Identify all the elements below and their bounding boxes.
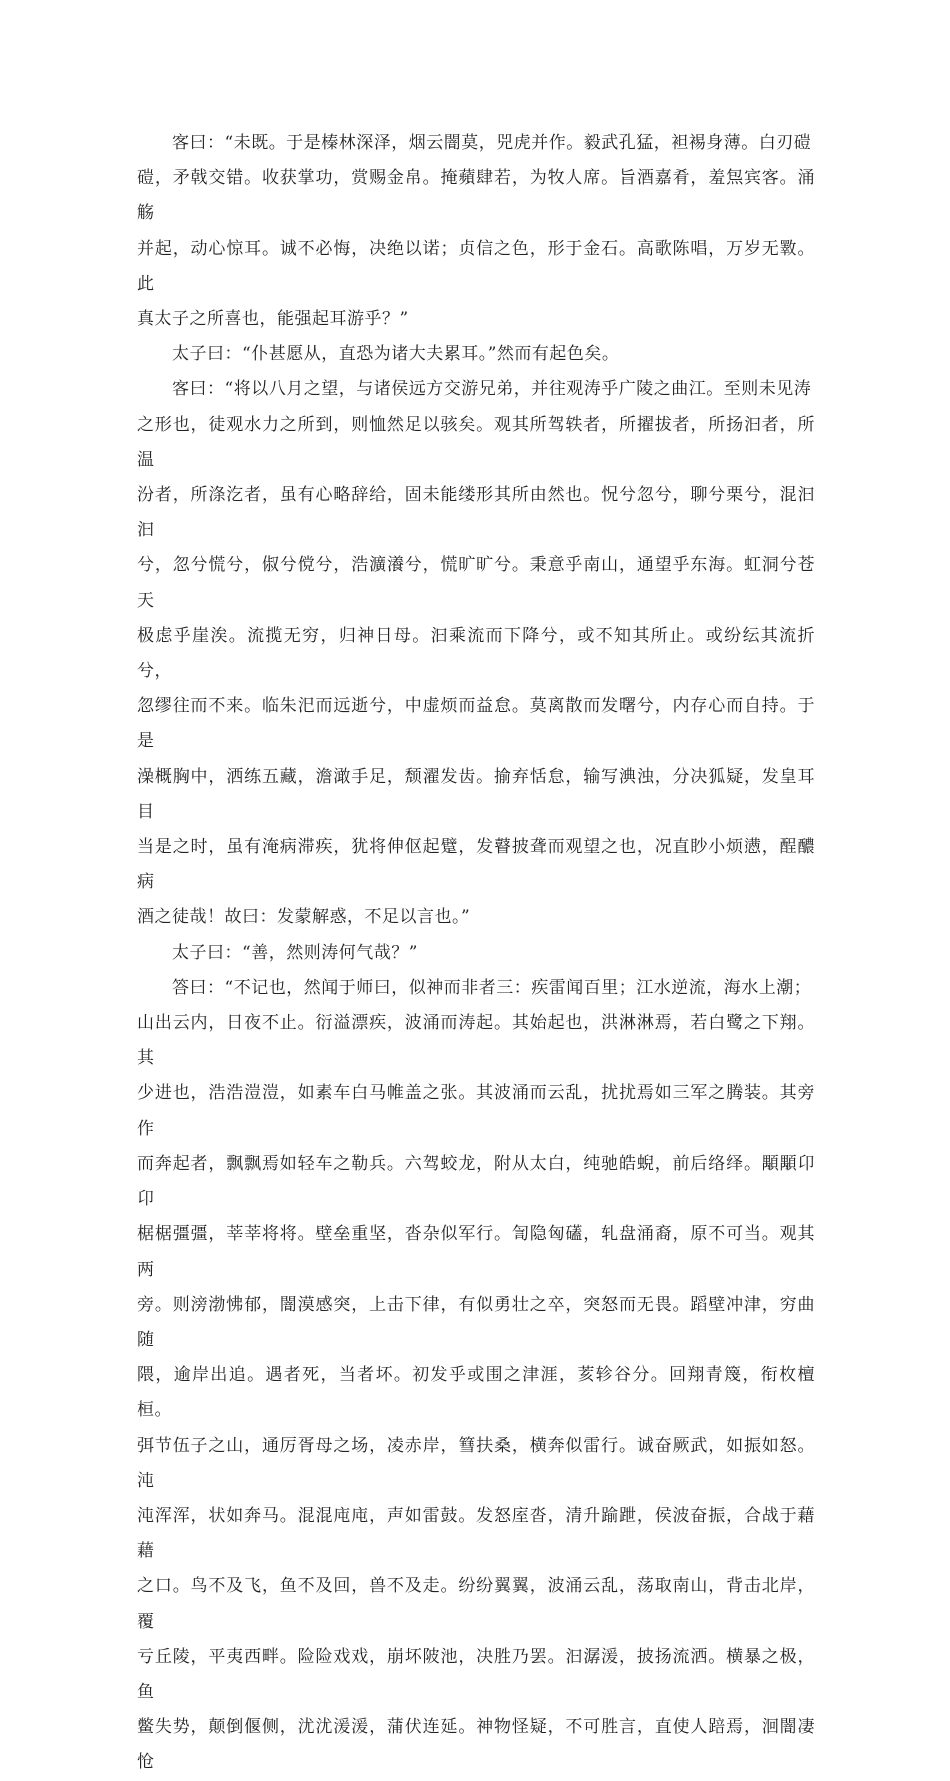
paragraph-3	[137, 372, 815, 935]
text-line: 磑，矛戟交错。收获掌功，赏赐金帛。掩蘋肆若，为牧人席。旨酒嘉肴，羞炰宾客。涌觞	[137, 168, 815, 224]
text-line: 客曰：“将以八月之望，与诸侯远方交游兄弟，并往观涛乎广陵之曲江。至则未见涛	[172, 379, 812, 400]
text-line: 鳖失势，颠倒偃侧，沋沋湲湲，蒲伏连延。神物怪疑，不可胜言，直使人踣焉，洄闇凄怆	[137, 1717, 815, 1773]
text-line: 而奔起者，飘飘焉如轻车之勒兵。六驾蛟龙，附从太白，纯驰皓蜺，前后络绎。顒顒卬卬	[137, 1153, 815, 1210]
paragraph-2	[137, 337, 815, 372]
text-line: 少进也，浩浩溰溰，如素车白马帷盖之张。其波涌而云乱，扰扰焉如三军之腾装。其旁作	[137, 1083, 815, 1139]
body-text	[137, 126, 815, 1781]
text-line: 旁。则滂渤怫郁，闇漠感突，上击下律，有似勇壮之卒，突怒而无畏。蹈壁冲津，穷曲随	[137, 1294, 815, 1350]
text-line: 真太子之所喜也，能强起耳游乎？”	[137, 309, 409, 330]
text-line: 之口。鸟不及飞，鱼不及回，兽不及走。纷纷翼翼，波涌云乱，荡取南山，背击北岸，覆	[137, 1576, 815, 1632]
text-line: 答曰：“不记也，然闻于师曰，似神而非者三：疾雷闻百里；江水逆流，海水上潮；	[172, 977, 812, 998]
paragraph-5	[137, 971, 815, 1781]
text-line: 弭节伍子之山，通厉胥母之场，凌赤岸，篲扶桑，横奔似雷行。诚奋厥武，如振如怒。沌	[137, 1435, 815, 1491]
text-line: 太子曰：“善，然则涛何气哉？”	[172, 942, 418, 963]
text-line: 澡概胸中，洒练五藏，澹澉手足，颓濯发齿。揄弃恬怠，输写淟浊，分决狐疑，发皇耳目	[137, 766, 815, 822]
paragraph-4	[137, 936, 815, 971]
text-line: 亏丘陵，平夷西畔。险险戏戏，崩坏陂池，决胜乃罢。汩潺湲，披扬流洒。横暴之极，鱼	[137, 1646, 815, 1702]
text-line: 忽缪往而不来。临朱汜而远逝兮，中虚烦而益怠。莫离散而发曙兮，内存心而自持。于是	[137, 696, 815, 752]
text-line: 兮，忽兮慌兮，俶兮傥兮，浩瀇瀁兮，慌旷旷兮。秉意乎南山，通望乎东海。虹洞兮苍天	[137, 555, 815, 611]
text-line: 太子曰：“仆甚愿从，直恐为诸大夫累耳。”然而有起色矣。	[172, 344, 620, 365]
text-line: 客曰：“未既。于是榛林深泽，烟云闇莫，兕虎并作。毅武孔猛，袒裼身薄。白刃磑	[172, 133, 812, 153]
text-line: 酒之徒哉！故曰：发蒙解惑，不足以言也。”	[137, 907, 471, 928]
text-line: 山出云内，日夜不止。衍溢漂疾，波涌而涛起。其始起也，洪淋淋焉，若白鹭之下翔。其	[137, 1013, 815, 1069]
text-line: 并起，动心惊耳。诚不必悔，决绝以诺；贞信之色，形于金石。高歌陈唱，万岁无斁。此	[137, 238, 815, 294]
text-line: 沌浑浑，状如奔马。混混庉庉，声如雷鼓。发怒庢沓，清升踰跇，侯波奋振，合战于藉藉	[137, 1505, 815, 1562]
text-line: 汾者，所涤汔者，虽有心略辞给，固未能缕形其所由然也。怳兮忽兮，聊兮栗兮，混汩汩	[137, 485, 815, 541]
text-line: 极虑乎崖涘。流揽无穷，归神日母。汩乘流而下降兮，或不知其所止。或纷纭其流折兮，	[137, 625, 815, 682]
text-line: 椐椐彊彊，莘莘将将。壁垒重坚，沓杂似军行。訇隐匈礚，轧盘涌裔，原不可当。观其两	[137, 1224, 815, 1280]
text-line: 之形也，徒观水力之所到，则恤然足以骇矣。观其所驾轶者，所擢拔者，所扬汩者，所温	[137, 414, 815, 470]
text-line: 当是之时，虽有淹病滞疾，犹将伸伛起躄，发瞽披聋而观望之也，况直眇小烦懑，酲醲病	[137, 837, 815, 893]
text-line: 隈，逾岸出追。遇者死，当者坏。初发乎或围之津涯，荄轸谷分。回翔青篾，衔枚檀桓。	[137, 1365, 815, 1421]
paragraph-1	[137, 126, 815, 337]
